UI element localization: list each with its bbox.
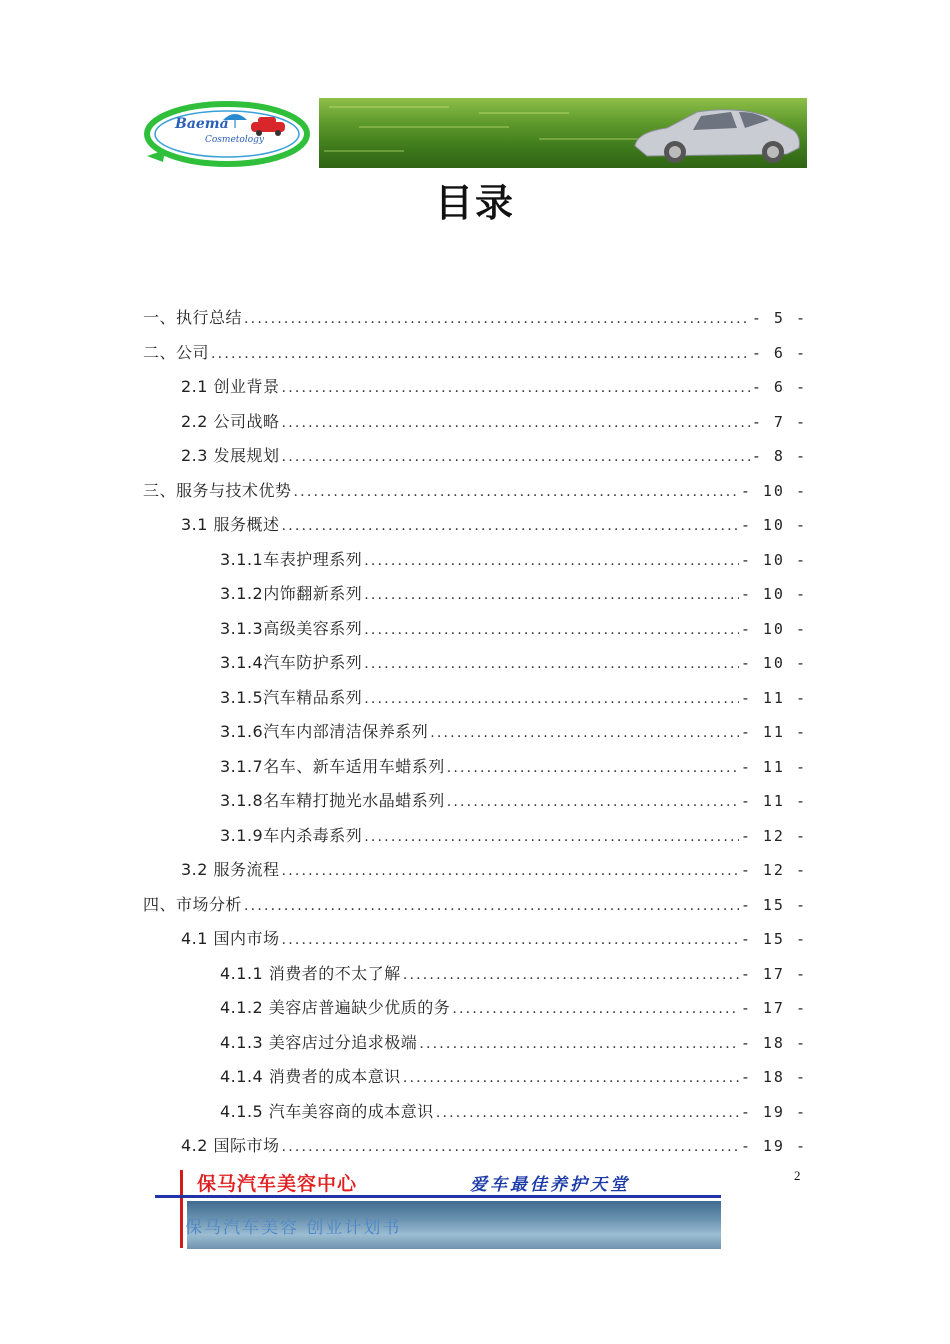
toc-entry-label: 二、公司 — [143, 342, 210, 362]
toc-dot-leader — [403, 962, 739, 988]
toc-entry-label: 三、服务与技术优势 — [143, 480, 292, 500]
toc-entry-page: - 6 - — [751, 378, 807, 396]
toc-entry[interactable] — [220, 581, 807, 607]
toc-entry-page: - 19 - — [740, 1102, 807, 1121]
toc-entry[interactable] — [220, 547, 807, 573]
footer-brand: 保马汽车美容中心 — [197, 1173, 358, 1195]
footer-subtitle: 保马汽车美容 创业计划书 — [185, 1218, 402, 1238]
toc-entry[interactable] — [143, 478, 807, 504]
toc-entry-page: - 11 - — [740, 757, 807, 776]
footer-banner — [155, 1168, 721, 1252]
toc-entry-page: - 10 - — [740, 550, 807, 569]
toc-entry-page: - 10 - — [740, 585, 807, 603]
toc-entry[interactable] — [181, 443, 807, 469]
page-title: 目录 — [434, 181, 515, 225]
toc-entry[interactable] — [181, 857, 807, 883]
toc-entry[interactable] — [220, 754, 807, 780]
toc-dot-leader — [282, 375, 750, 401]
toc-entry-page: - 18 - — [740, 1068, 807, 1086]
toc-dot-leader — [364, 617, 739, 643]
toc-entry[interactable] — [143, 305, 807, 331]
toc-entry-label: 4.1.4 消费者的成本意识 — [220, 1067, 401, 1086]
toc-entry[interactable] — [220, 719, 807, 745]
toc-entry[interactable] — [220, 961, 807, 987]
toc-dot-leader — [452, 996, 739, 1022]
toc-dot-leader — [364, 582, 739, 608]
toc-entry-label: 四、市场分析 — [143, 894, 243, 914]
toc-entry-page: - 15 - — [740, 895, 807, 914]
toc-entry-page: - 12 - — [740, 861, 807, 879]
toc-entry[interactable] — [181, 1133, 807, 1159]
toc-entry-label: 4.1.1 消费者的不太了解 — [220, 963, 401, 983]
toc-entry-page: - 6 - — [751, 343, 807, 362]
toc-entry-label: 2.1 创业背景 — [181, 377, 280, 396]
toc-entry-page: - 7 - — [751, 412, 807, 431]
toc-entry-label: 2.3 发展规划 — [181, 446, 280, 465]
toc-entry-label: 4.1.2 美容店普遍缺少优质的务 — [220, 998, 451, 1017]
logo-text-main: Baema — [175, 116, 229, 132]
toc-entry[interactable] — [143, 340, 807, 366]
toc-dot-leader — [364, 548, 739, 574]
toc-entry[interactable] — [220, 1064, 807, 1090]
toc-entry-label: 3.1.3高级美容系列 — [220, 618, 363, 638]
toc-entry-page: - 12 - — [740, 826, 807, 845]
footer-slogan: 爱车最佳养护天堂 — [470, 1175, 630, 1195]
toc-entry[interactable] — [220, 685, 807, 711]
toc-entry[interactable] — [181, 374, 807, 400]
toc-dot-leader — [294, 479, 739, 505]
toc-entry-page: - 11 - — [740, 723, 807, 741]
toc-entry[interactable] — [181, 409, 807, 435]
toc-entry[interactable] — [220, 1099, 807, 1125]
toc-entry-label: 3.1.6汽车内部清洁保养系列 — [220, 722, 429, 741]
toc-dot-leader — [244, 306, 750, 332]
toc-entry[interactable] — [143, 892, 807, 918]
toc-entry[interactable] — [220, 616, 807, 642]
toc-entry[interactable] — [220, 1030, 807, 1056]
toc-entry[interactable] — [220, 788, 807, 814]
company-logo — [143, 98, 317, 168]
toc-entry-page: - 8 - — [751, 447, 807, 465]
toc-dot-leader — [282, 513, 739, 539]
grass-car-photo — [319, 98, 807, 168]
footer-red-bar — [180, 1170, 183, 1248]
toc-entry-label: 3.1.8名车精打抛光水晶蜡系列 — [220, 791, 445, 810]
toc-entry-label: 4.2 国际市场 — [181, 1136, 280, 1155]
toc-entry[interactable] — [220, 650, 807, 676]
toc-entry-page: - 18 - — [740, 1033, 807, 1052]
toc-dot-leader — [364, 824, 739, 850]
toc-dot-leader — [282, 410, 750, 436]
toc-entry-label: 3.1.4汽车防护系列 — [220, 653, 363, 672]
toc-entry-page: - 11 - — [740, 688, 807, 707]
toc-entry-label: 3.1.1车表护理系列 — [220, 549, 363, 569]
toc-entry-label: 3.1 服务概述 — [181, 515, 280, 534]
toc-entry-page: - 15 - — [740, 930, 807, 948]
toc-dot-leader — [447, 789, 739, 815]
toc-entry-page: - 10 - — [740, 654, 807, 672]
toc-dot-leader — [364, 651, 739, 677]
toc-entry[interactable] — [181, 512, 807, 538]
toc-dot-leader — [419, 1031, 739, 1057]
toc-entry-label: 3.2 服务流程 — [181, 860, 280, 879]
toc-entry-label: 3.1.2内饰翻新系列 — [220, 584, 363, 603]
toc-entry-page: - 10 - — [740, 481, 807, 500]
toc-dot-leader — [282, 1134, 739, 1160]
toc-entry-page: - 5 - — [751, 309, 807, 327]
toc-entry-label: 4.1.3 美容店过分追求极端 — [220, 1032, 418, 1052]
toc-dot-leader — [282, 444, 750, 470]
toc-entry[interactable] — [181, 926, 807, 952]
toc-entry-page: - 10 - — [740, 619, 807, 638]
toc-dot-leader — [282, 858, 739, 884]
logo-text-sub: Cosmetology — [205, 135, 264, 145]
toc-entry-label: 3.1.7名车、新车适用车蜡系列 — [220, 756, 445, 776]
page-number: 2 — [794, 1168, 801, 1183]
toc-dot-leader — [447, 755, 739, 781]
toc-dot-leader — [282, 927, 739, 953]
silver-car-icon — [627, 102, 803, 166]
toc-entry-label: 一、执行总结 — [143, 308, 243, 327]
toc-dot-leader — [430, 720, 739, 746]
toc-entry[interactable] — [220, 995, 807, 1021]
toc-dot-leader — [244, 893, 739, 919]
toc-entry-label: 4.1 国内市场 — [181, 929, 280, 948]
toc-entry-page: - 11 - — [740, 792, 807, 810]
toc-entry-label: 2.2 公司战略 — [181, 411, 280, 431]
toc-entry[interactable] — [220, 823, 807, 849]
toc-entry-page: - 19 - — [740, 1137, 807, 1155]
toc-dot-leader — [436, 1100, 739, 1126]
toc-entry-page: - 17 - — [740, 964, 807, 983]
toc-entry-page: - 17 - — [740, 999, 807, 1017]
toc-dot-leader — [364, 686, 739, 712]
footer-divider — [155, 1195, 721, 1198]
toc-entry-label: 3.1.9车内杀毒系列 — [220, 825, 363, 845]
toc-dot-leader — [211, 341, 750, 367]
header-banner — [143, 98, 807, 168]
toc-dot-leader — [403, 1065, 739, 1091]
toc-entry-label: 4.1.5 汽车美容商的成本意识 — [220, 1101, 434, 1121]
toc-entry-label: 3.1.5汽车精品系列 — [220, 687, 363, 707]
toc-entry-page: - 10 - — [740, 516, 807, 534]
